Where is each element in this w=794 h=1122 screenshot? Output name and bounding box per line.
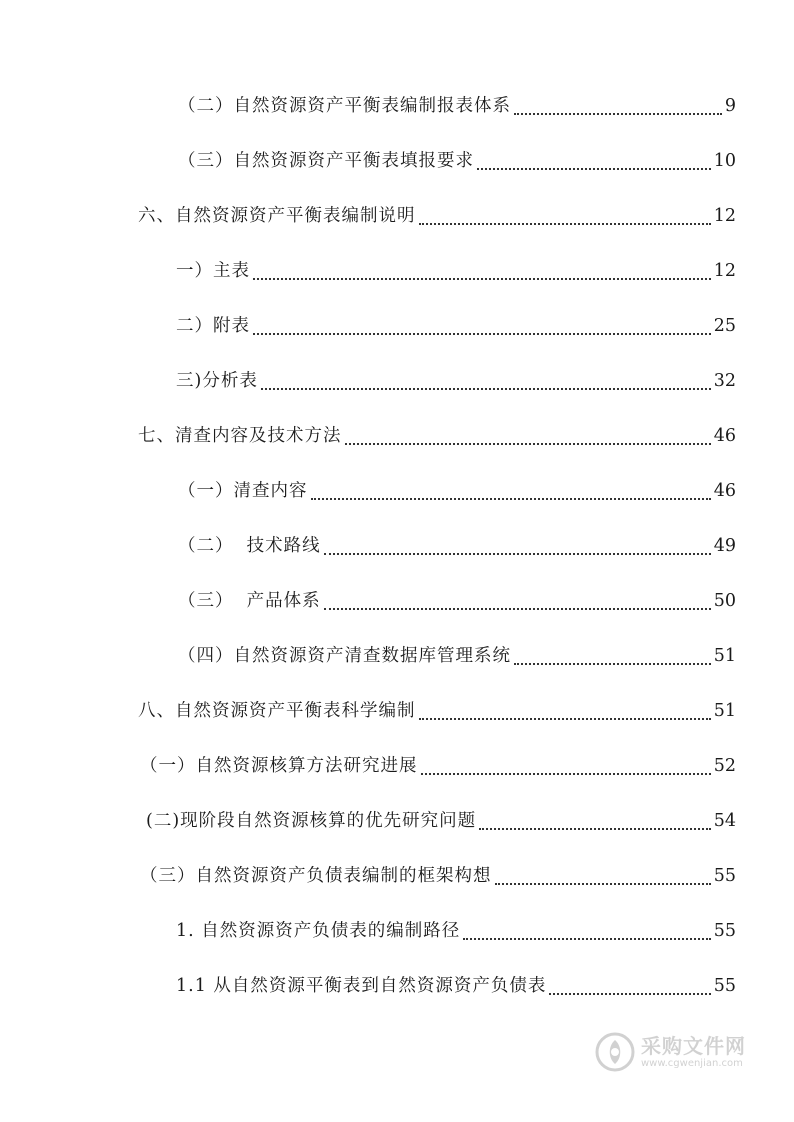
toc-entry[interactable]	[176, 911, 736, 951]
toc-entry-page: 49	[713, 536, 736, 556]
toc-leader	[324, 553, 711, 555]
toc-entry[interactable]	[178, 141, 736, 181]
toc-entry[interactable]	[178, 471, 736, 511]
toc-entry-page: 32	[713, 371, 736, 391]
toc-entry[interactable]	[176, 251, 736, 291]
watermark-url: www.cgwenjian.com	[641, 1057, 743, 1069]
toc-entry-page: 9	[724, 96, 736, 116]
toc-entry-page: 54	[713, 811, 736, 831]
toc-entry-label: （三）自然资源资产负债表编制的框架构想	[140, 866, 492, 886]
toc-entry-page: 46	[713, 481, 736, 501]
toc-entry[interactable]	[176, 361, 736, 401]
toc-leader	[311, 498, 711, 500]
watermark	[595, 1032, 746, 1072]
toc-entry[interactable]	[138, 196, 736, 236]
toc-entry-page: 25	[713, 316, 736, 336]
toc-entry-label: (二)现阶段自然资源核算的优先研究问题	[146, 811, 477, 831]
toc-entry-label: （三） 产品体系	[178, 591, 321, 611]
toc-entry-label: （一）自然资源核算方法研究进展	[140, 756, 418, 776]
toc-leader	[477, 168, 711, 170]
toc-entry-label: 六、自然资源资产平衡表编制说明	[138, 206, 416, 226]
toc-leader	[514, 663, 711, 665]
toc-entry[interactable]	[140, 856, 736, 896]
toc-leader	[261, 388, 711, 390]
toc-entry-label: 七、清查内容及技术方法	[138, 426, 342, 446]
toc-entry-label: （二） 技术路线	[178, 536, 321, 556]
toc-entry-page: 51	[713, 646, 736, 666]
toc-leader	[421, 773, 711, 775]
toc-entry-page: 52	[713, 756, 736, 776]
toc-entry-page: 55	[713, 921, 736, 941]
toc-entry-label: 1. 自然资源资产负债表的编制路径	[176, 921, 461, 941]
toc-entry-page: 55	[713, 976, 736, 996]
toc-entry[interactable]	[146, 801, 736, 841]
toc-leader	[549, 993, 710, 995]
toc-entry[interactable]	[138, 691, 736, 731]
toc-entry-label: （四）自然资源资产清查数据库管理系统	[178, 646, 511, 666]
toc-leader	[463, 938, 710, 940]
toc-entry-label: 二）附表	[176, 316, 250, 336]
toc-entry-label: 1.1 从自然资源平衡表到自然资源资产负债表	[176, 976, 547, 996]
toc-entry-label: 八、自然资源资产平衡表科学编制	[138, 701, 416, 721]
toc-leader	[253, 333, 711, 335]
toc-entry-page: 51	[713, 701, 736, 721]
toc-leader	[419, 718, 711, 720]
toc-entry-label: 一）主表	[176, 261, 250, 281]
toc-entry[interactable]	[138, 416, 736, 456]
toc-entry-label: 三)分析表	[176, 371, 258, 391]
toc-entry[interactable]	[176, 306, 736, 346]
toc-entry[interactable]	[178, 86, 736, 126]
toc-leader	[514, 113, 722, 115]
toc-entry-label: （三）自然资源资产平衡表填报要求	[178, 151, 474, 171]
toc-leader	[253, 278, 711, 280]
toc-leader	[345, 443, 711, 445]
toc-entry[interactable]	[178, 581, 736, 621]
toc-entry-label: （一）清查内容	[178, 481, 308, 501]
toc-leader	[495, 883, 711, 885]
toc-entry[interactable]	[176, 966, 736, 1006]
toc-entry-page: 10	[713, 151, 736, 171]
toc-leader	[479, 828, 711, 830]
toc-entry-page: 50	[713, 591, 736, 611]
toc-leader	[419, 223, 711, 225]
toc-entry-page: 12	[713, 206, 736, 226]
toc-entry-page: 55	[713, 866, 736, 886]
watermark-title: 采购文件网	[641, 1033, 746, 1058]
toc-entry-page: 12	[713, 261, 736, 281]
watermark-logo-icon	[595, 1032, 635, 1072]
toc-entry[interactable]	[178, 636, 736, 676]
toc-entry-label: （二）自然资源资产平衡表编制报表体系	[178, 96, 511, 116]
toc-entry-page: 46	[713, 426, 736, 446]
toc-entry[interactable]	[140, 746, 736, 786]
watermark-text	[641, 1033, 746, 1069]
toc-entry[interactable]	[178, 526, 736, 566]
toc-leader	[324, 608, 711, 610]
